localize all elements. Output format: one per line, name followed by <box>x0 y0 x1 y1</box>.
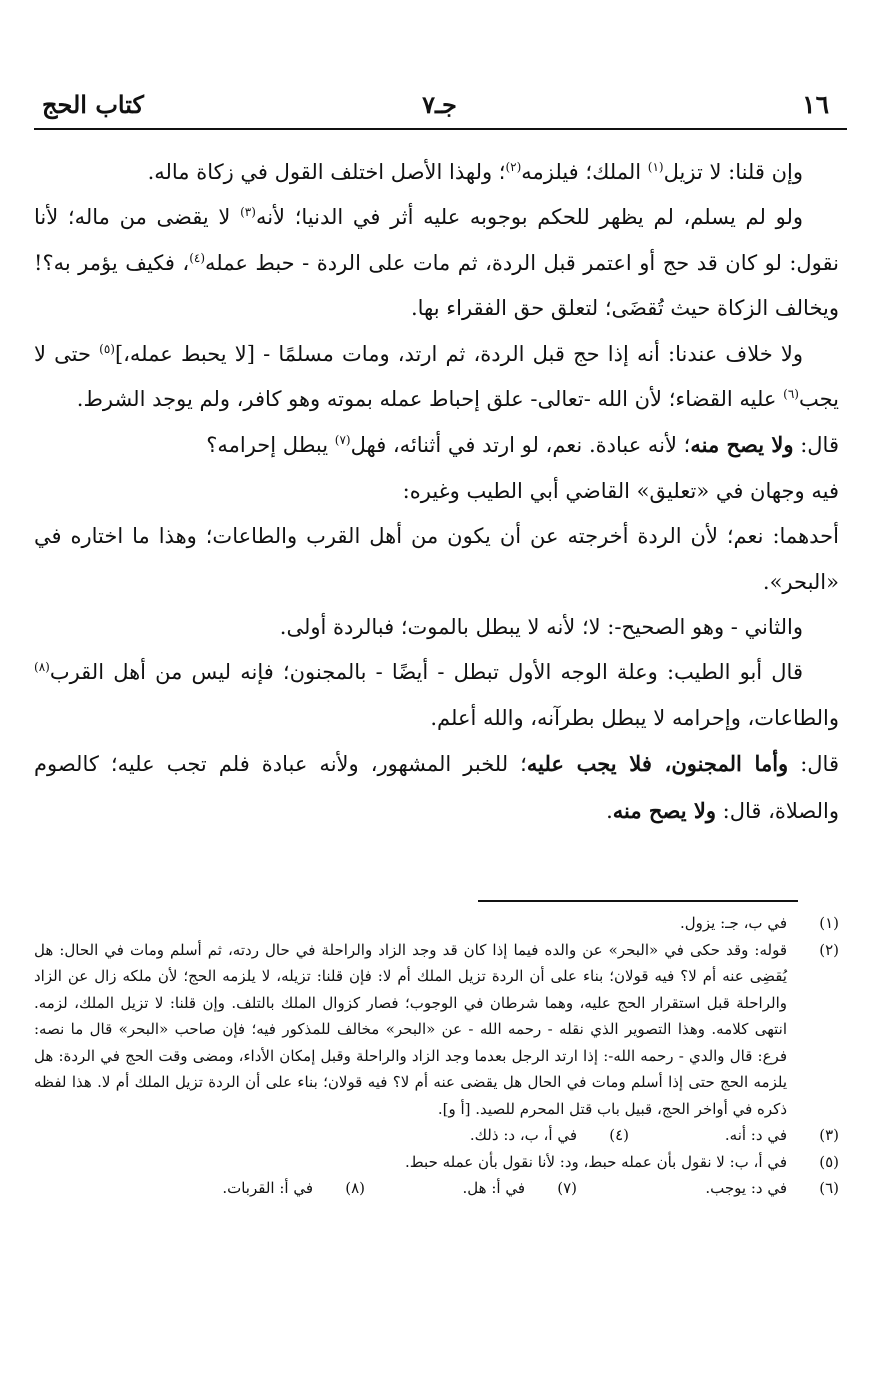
text-run: . <box>606 798 613 823</box>
bold-phrase: وأما المجنون، فلا يجب عليه <box>526 751 789 777</box>
footnote-ref: (٨) <box>34 660 50 675</box>
footnote-number: (٨) <box>345 1179 365 1197</box>
text-run: ؛ ولهذا الأصل اختلف القول في زكاة ماله. <box>147 160 506 184</box>
text-run: أحدهما: نعم؛ لأن الردة أخرجته عن أن يكون من أهل القرب والطاعات؛ وهذا ما اختاره في «البحر». <box>34 524 839 594</box>
text-run: ولو لم يسلم، لم يظهر للحكم بوجوبه عليه أثر في الدنيا؛ لأنه <box>255 205 803 230</box>
text-run: ؛ لأنه عبادة. نعم، لو ارتد في أثنائه، فهل <box>350 433 691 458</box>
footnote-number: (٦) <box>819 1179 839 1197</box>
bold-phrase: ولا يصح منه <box>612 797 716 823</box>
text-run: يبطل إحرامه؟ <box>206 433 335 458</box>
footnotes <box>34 910 839 1202</box>
paragraph <box>34 195 839 331</box>
book-title: كتاب الحج <box>42 90 144 119</box>
text-run: والطاعات، وإحرامه لا يبطل بطرآنه، والله أعلم. <box>430 705 839 730</box>
footnote-separator <box>478 900 798 902</box>
footnote <box>34 937 839 1123</box>
footnote-ref: (٢) <box>505 160 522 174</box>
text-run: الملك؛ فيلزمه <box>521 160 648 184</box>
header-rule <box>34 128 847 130</box>
footnote <box>34 1149 839 1176</box>
footnote-text: في د: أنه. <box>724 1126 787 1144</box>
text-run: قال أبو الطيب: وعلة الوجه الأول تبطل - أيضًا - بالمجنون؛ فإنه ليس من أهل القرب <box>49 660 803 685</box>
footnote-text: في ب، جـ: يزول. <box>679 914 787 932</box>
footnote-number: (٣) <box>819 1126 839 1144</box>
footnote-ref: (٣) <box>240 205 256 220</box>
text-run: والثاني - وهو الصحيح-: لا؛ لأنه لا يبطل بالموت؛ فبالردة أولى. <box>279 615 803 640</box>
footnote-text: قوله: وقد حكى في «البحر» عن والده فيما إذا كان قد وجد الزاد والراحلة في حال ردته، ثم أسلم ومات في الحال: هل يُقضِى عنه أم لا؟ فيه قولان؛ بناء على أن الردة تزيل الملك أم لا: فإن قلنا: تزيله، لا يلزمه الحج؛ لأن ملكه زال عن الزاد والراحلة قبل استقرار الحج عليه، وهما شرطان في الوجوب؛ فصار كزوال الملك بالتلف. وإن قلنا: لا تزيل الملك، لزمه. انتهى كلامه. وهذا التصوير الذي نقله - رحمه الله - عن «البحر» مخالف للمذكور فيه؛ فإن صاحب «البحر» قال ما نصه: فرع: قال والدي - رحمه الله-: إذا ارتد الرجل بعدما وجد الزاد والراحلة وقبل إمكان الأداء، ومضى وقت الحج في الردة: هل يلزمه الحج حتى إذا أسلم ومات في الحال هل يقضى عنه أم لا؟ فيه قولان؛ بناء على أن الردة تزيل الملك أم لا. هذا لفظه ذكره في أواخر الحج، قبيل باب قتل المحرم للصيد. [أ و]. <box>34 940 788 1118</box>
text-run: حتى لا يجب <box>34 341 839 412</box>
paragraph <box>34 605 839 650</box>
footnote <box>470 1122 629 1149</box>
paragraph <box>34 150 839 195</box>
footnote-text: في أ: هل. <box>462 1179 525 1197</box>
text-run: ؛ للخبر المشهور، ولأنه عبادة فلم تجب عليه؛ كالصوم والصلاة، قال: <box>34 752 839 823</box>
footnote <box>577 1175 839 1202</box>
footnote <box>222 1175 365 1202</box>
footnote-number: (٥) <box>819 1152 839 1171</box>
page-header <box>40 84 839 124</box>
bold-phrase: ولا يصح منه <box>690 432 794 458</box>
footnote-text: في أ، ب، د: ذلك. <box>469 1126 577 1144</box>
footnote-number: (١) <box>819 914 839 932</box>
text-run: قال: <box>788 752 839 777</box>
footnote-text: في أ: القربات. <box>222 1179 313 1197</box>
text-run: ، فكيف يؤمر به؟! ويخالف الزكاة حيث تُقضَى؛ لتعلق حق الفقراء بها. <box>34 250 839 321</box>
page-number: ١٦ <box>802 90 829 119</box>
footnote-ref: (٦) <box>783 387 799 402</box>
footnote-text: في أ، ب: لا نقول بأن عمله حبط، ود: لأنا نقول بأن عمله حبط. <box>405 1152 787 1171</box>
footnote <box>365 1175 577 1202</box>
text-run: عليه القضاء؛ لأن الله -تعالى- علق إحباط عمله بموته وهو كافر، ولم يوجد الشرط. <box>76 387 784 412</box>
text-run: فيه وجهان في «تعليق» القاضي أبي الطيب وغيره: <box>402 478 839 503</box>
footnote-row <box>34 1122 839 1149</box>
footnote-ref: (٥) <box>99 341 115 356</box>
volume-label: جـ٧ <box>422 90 457 119</box>
text-run: قال: <box>793 433 839 458</box>
text-run: ولا خلاف عندنا: أنه إذا حج قبل الردة، ثم ارتد، ومات مسلمًا - [لا يحبط عمله،] <box>114 341 803 366</box>
paragraph <box>34 514 839 605</box>
footnote-row <box>34 1175 839 1202</box>
footnote <box>629 1122 839 1149</box>
text-run: وإن قلنا: لا تزيل <box>663 160 803 184</box>
footnote-number: (٢) <box>819 940 839 959</box>
paragraph <box>34 650 839 741</box>
paragraph <box>34 469 839 514</box>
paragraph <box>34 332 839 423</box>
footnote-ref: (٤) <box>189 250 206 265</box>
footnote-number: (٤) <box>609 1126 629 1144</box>
footnote-ref: (١) <box>647 160 664 174</box>
paragraph <box>34 422 839 468</box>
paragraph <box>34 741 839 834</box>
footnote-ref: (٧) <box>334 433 351 448</box>
main-text <box>34 150 839 834</box>
text-run: لا يقضى من ماله؛ لأنا نقول: لو كان قد حج أو اعتمر قبل الردة، ثم مات على الردة - حبط عمله <box>34 205 839 275</box>
footnote <box>34 910 839 937</box>
footnote-number: (٧) <box>557 1179 577 1197</box>
footnote-text: في د: يوجب. <box>705 1179 787 1197</box>
